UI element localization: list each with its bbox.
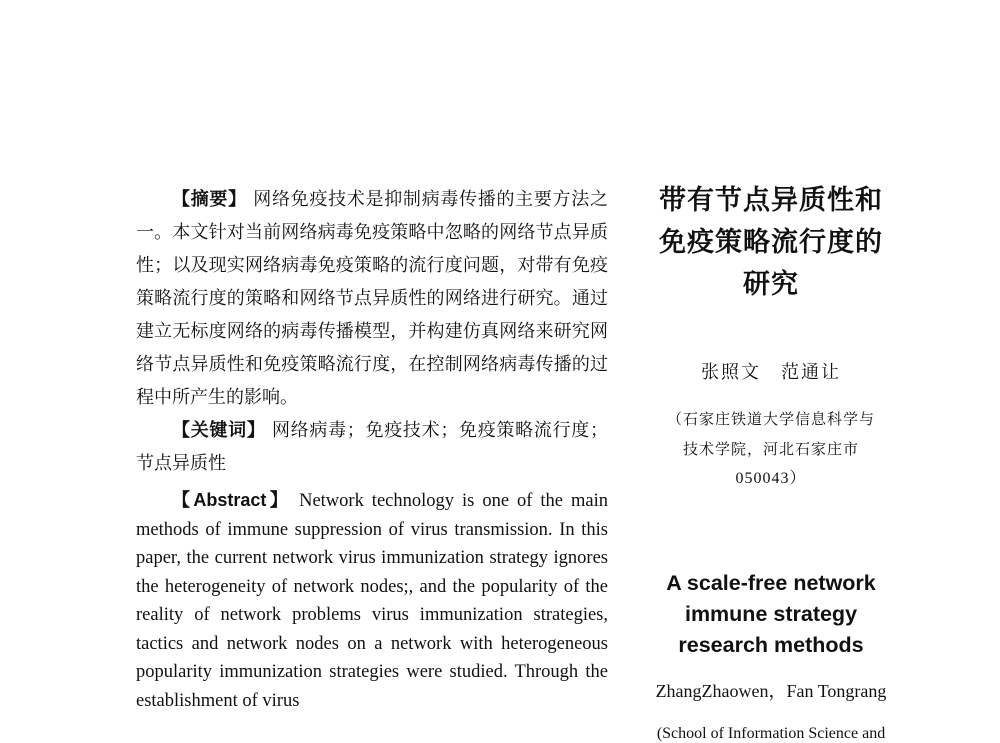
keywords-text: 网络病毒；免疫技术；免疫策略流行度；节点异质性 bbox=[136, 420, 608, 474]
chinese-title-line-3: 研究 bbox=[743, 269, 799, 300]
keywords-label: 【关键词】 bbox=[172, 420, 266, 441]
english-abstract bbox=[136, 486, 608, 715]
chinese-affiliation-line-3: 050043） bbox=[735, 470, 807, 487]
chinese-title bbox=[640, 180, 902, 306]
chinese-authors: 张照文 范通让 bbox=[701, 362, 841, 383]
english-title-line-2: immune strategy bbox=[684, 602, 858, 626]
right-column bbox=[640, 180, 902, 743]
english-authors: ZhangZhaowen，Fan Tongrang bbox=[655, 681, 887, 701]
abstract-label: 【摘要】 bbox=[172, 189, 247, 210]
chinese-title-line-1: 带有节点异质性和 bbox=[659, 185, 883, 216]
abstract-text: 网络免疫技术是抑制病毒传播的主要方法之一。本文针对当前网络病毒免疫策略中忽略的网络节点异质性；以及现实网络病毒免疫策略的流行度问题，对带有免疫策略流行度的策略和网络节点异质性的网络进行研究。通过建立无标度网络的病毒传播模型，并构建仿真网络来研究网络节点异质性和免疫策略流行度，在控制网络病毒传播的过程中所产生的影响。 bbox=[136, 189, 609, 408]
chinese-affiliation bbox=[640, 404, 902, 494]
english-title bbox=[640, 568, 902, 661]
left-column bbox=[136, 183, 608, 715]
chinese-affiliation-line-1: （石家庄铁道大学信息科学与 bbox=[666, 410, 875, 428]
chinese-abstract bbox=[136, 183, 608, 414]
english-abstract-text: Network technology is one of the main methods of immune suppression of virus transmission. In this paper, the current network virus immunization strategy ignores the heterogeneity of network nodes;, and the popularity of the reality of network problems virus immunization strategies, tactics and network nodes on a network with heterogeneous popularity immunization strategies were studied. Through the establishment of virus bbox=[136, 491, 608, 711]
english-affiliation: (School of Information Science and bbox=[656, 725, 886, 742]
english-abstract-label: 【Abstract】 bbox=[172, 490, 292, 510]
english-title-line-1: A scale-free network bbox=[666, 571, 876, 595]
chinese-affiliation-line-2: 技术学院，河北石家庄市 bbox=[682, 440, 859, 458]
chinese-title-line-2: 免疫策略流行度的 bbox=[659, 227, 883, 258]
chinese-keywords bbox=[136, 414, 608, 480]
english-title-line-3: research methods bbox=[678, 633, 864, 657]
